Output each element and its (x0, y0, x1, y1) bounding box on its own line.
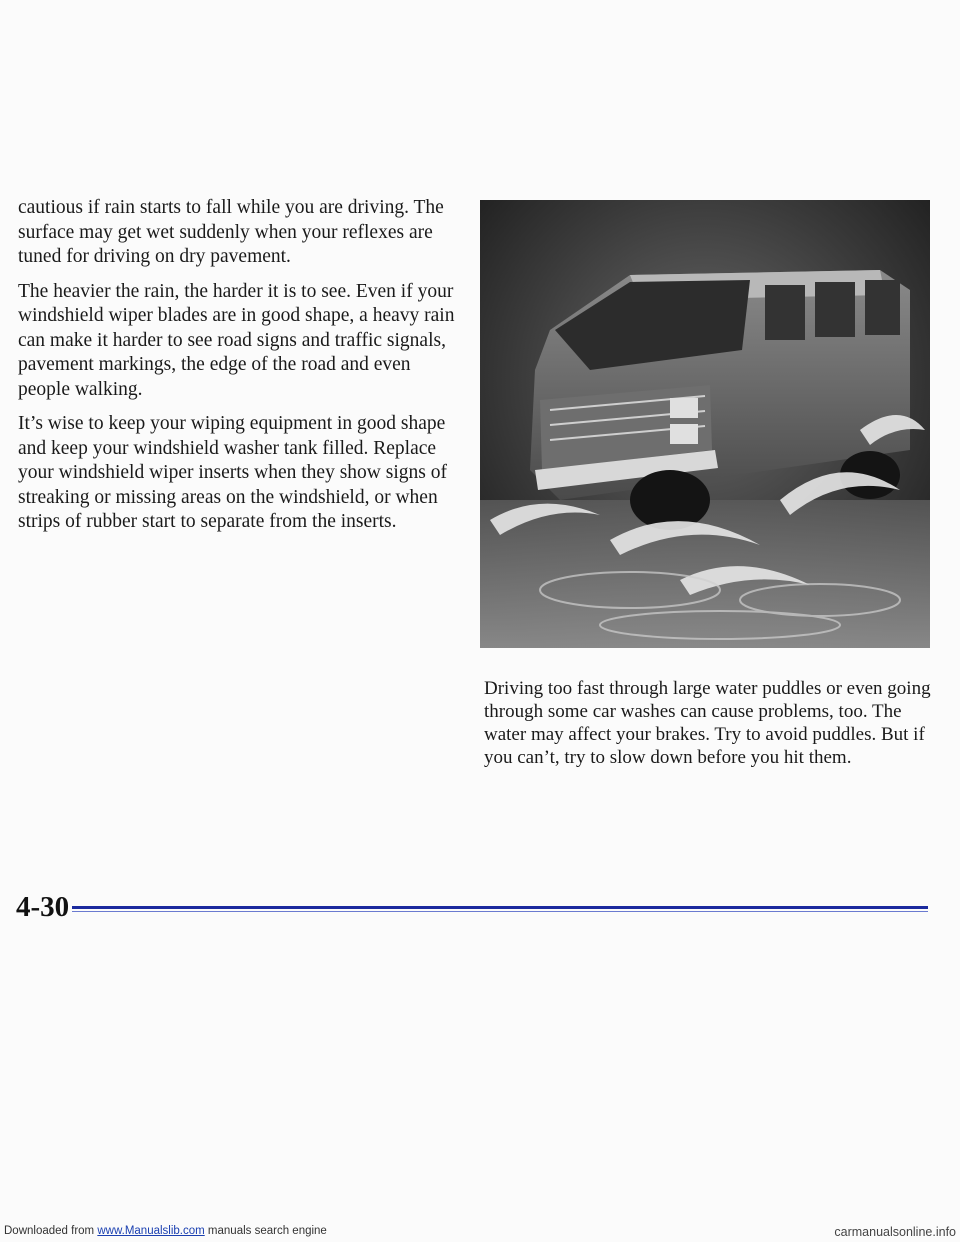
left-text-column (18, 196, 458, 545)
caption-text: Driving too fast through large water puddles or even going through some car washes can cause problems, too. The water may affect your brakes. Try to avoid puddles. But if you can’t, try to slow down before you hit them. (484, 678, 931, 768)
manualslib-link[interactable]: www.Manualslib.com (97, 1225, 205, 1237)
footer-suffix: manuals search engine (207, 1225, 327, 1237)
footer-rule-thin (72, 911, 928, 912)
van-puddle-photo (480, 200, 930, 648)
footer-rule (72, 906, 928, 909)
footer-watermark: carmanualsonline.info (834, 1225, 956, 1239)
paragraph-heavier-rain: The heavier the rain, the harder it is to see. Even if your windshield wiper blades are in good shape, a heavy rain can make it harder to see road signs and traffic signals, pavement markings, the edge of the road and even people walking. (18, 280, 455, 400)
page-number: 4-30 (16, 891, 70, 923)
footer-source (4, 1225, 327, 1237)
photo-caption (484, 677, 934, 769)
paragraph-wiping-equipment: It’s wise to keep your wiping equipment in good shape and keep your windshield washer tank filled. Replace your windshield wiper inserts when they show signs of streaking or missing areas on the windshield, or when strips of rubber start to separate from the inserts. (18, 413, 447, 532)
paragraph-rain: cautious if rain starts to fall while you are driving. The surface may get wet suddenly when your reflexes are tuned for driving on dry pavement. (18, 197, 444, 267)
download-footer (0, 1222, 960, 1242)
footer-prefix: Downloaded from (4, 1225, 95, 1237)
